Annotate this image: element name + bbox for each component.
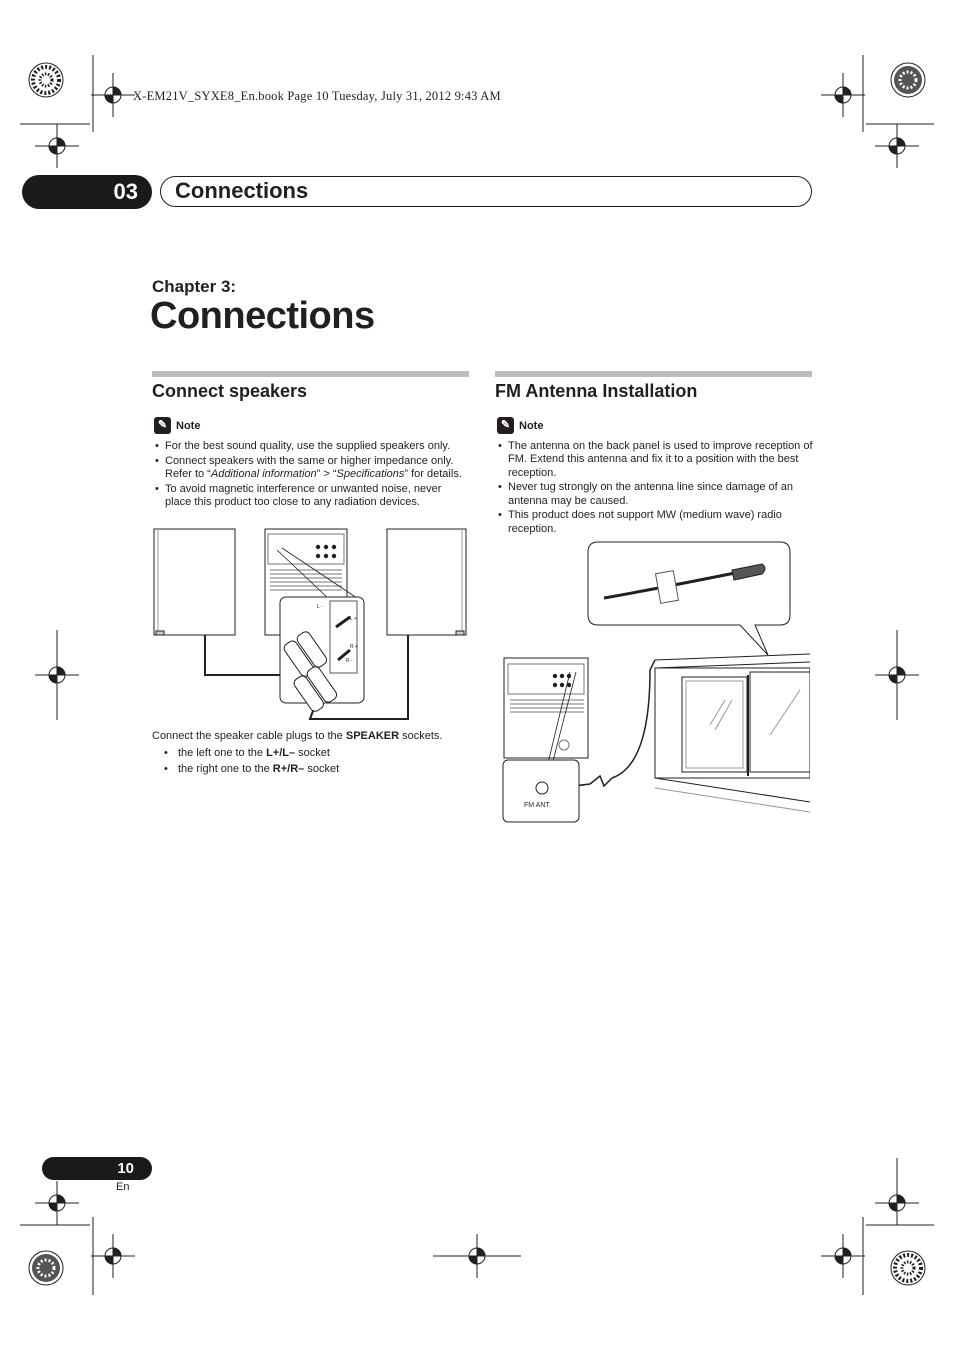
list-item: • Never tug strongly on the antenna line since damage of an antenna may be caused. [495, 481, 813, 508]
section-title-antenna: FM Antenna Installation [495, 381, 698, 401]
list-item: • The antenna on the back panel is used to improve reception of FM. Extend this antenna and fix it to a position with the best reception. [495, 440, 813, 480]
antenna-zoom-bubble [588, 542, 790, 655]
speaker-instruction: Connect the speaker cable plugs to the SPEAKER sockets. [152, 730, 443, 742]
note-heading-speakers [154, 417, 200, 434]
chapter-number-tab: 03 [22, 175, 152, 209]
section-rule-antenna [495, 371, 812, 377]
antenna-note-list [495, 440, 813, 538]
list-item: • the left one to the L+/L– socket [164, 745, 339, 761]
socket-label-r-minus: R - [346, 658, 353, 664]
note-label: Note [176, 419, 201, 432]
note-label: Note [519, 419, 544, 432]
pencil-note-icon: ✎ [154, 417, 171, 434]
note-heading-antenna [497, 417, 543, 434]
list-item: • Connect speakers with the same or higher impedance only. Refer to “Additional information” > “Specifications” for details. [152, 455, 470, 482]
socket-label-r-plus: R + [350, 644, 358, 650]
right-speaker [387, 529, 466, 635]
socket-label-l-plus: L + [350, 616, 357, 622]
list-item: • the right one to the R+/R– socket [164, 761, 339, 777]
speakers-note-list [152, 440, 470, 511]
window-frame [655, 654, 810, 812]
file-info-header: X-EM21V_SYXE8_En.book Page 10 Tuesday, July 31, 2012 9:43 AM [133, 89, 501, 103]
pencil-note-icon: ✎ [497, 417, 514, 434]
chapter-title: Connections [150, 295, 375, 337]
page-language: En [116, 1181, 130, 1193]
left-speaker [154, 529, 235, 635]
chapter-bar-title: Connections [175, 178, 309, 203]
list-item: • To avoid magnetic interference or unwanted noise, never place this product too close to any radiation devices. [152, 483, 470, 510]
chapter-label: Chapter 3: [152, 277, 237, 296]
fm-ant-label: FM ANT. [524, 802, 551, 809]
page-number-tab: 10 [42, 1157, 152, 1180]
list-item: • For the best sound quality, use the supplied speakers only. [152, 440, 470, 453]
section-title-speakers: Connect speakers [152, 381, 308, 401]
socket-label-l-minus: L - [317, 604, 323, 610]
speaker-socket-list [164, 745, 339, 777]
list-item: • This product does not support MW (medium wave) radio reception. [495, 509, 813, 536]
antenna-installation-diagram [500, 540, 810, 825]
speaker-connection-diagram [150, 522, 470, 722]
section-rule-speakers [152, 371, 469, 377]
